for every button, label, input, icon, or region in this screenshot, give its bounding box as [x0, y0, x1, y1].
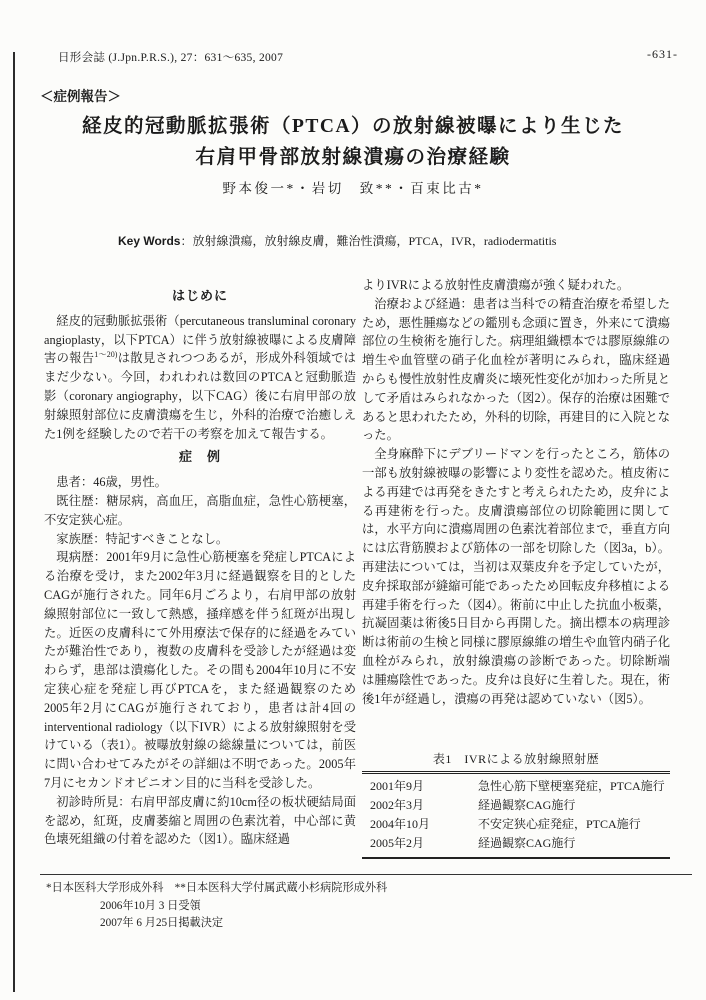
- left-column: [44, 286, 356, 849]
- affiliations-line: *日本医科大学形成外科 **日本医科大学付属武蔵小杉病院形成外科: [46, 882, 388, 894]
- table-cell-date: 2004年10月: [370, 817, 431, 831]
- patient-paragraph: 患者：46歳，男性。: [56, 475, 167, 490]
- table-row: [362, 777, 670, 796]
- table-cell-date: 2001年9月: [370, 779, 425, 793]
- intro-paragraph-text-a: 経皮的冠動脈拡張術（percutaneous transluminal coronary angioplasty，以下PTCA）に伴う放射線被曝による皮膚障害の報告: [44, 313, 356, 366]
- table-cell-event: 経過観察CAG施行: [478, 836, 576, 850]
- table-row: [362, 815, 670, 834]
- accepted-date-line: 2007年 6 月25日掲載決定: [100, 917, 224, 929]
- table-row: [362, 796, 670, 815]
- table-row: [362, 834, 670, 853]
- table1-caption: 表1 IVRによる放射線照射歴: [432, 752, 600, 766]
- report-type-tag: ＜症例報告＞: [40, 89, 121, 104]
- footnote-rule: [40, 874, 692, 875]
- table-cell-date: 2005年2月: [370, 836, 425, 850]
- page-number: -631-: [647, 47, 678, 61]
- table-cell-event: 急性心筋下壁梗塞発症，PTCA施行: [478, 779, 665, 793]
- right-column: [362, 276, 670, 708]
- surgery-paragraph: 全身麻酔下にデブリードマンを行ったところ，筋体の一部も放射線被曝の影響により変性を認めた。植皮術による再建では再発をきたすと考えられたため，皮弁による再建術を行った。皮膚潰瘍部位の切除範囲に関しては，水平方向に潰瘍周囲の色素沈着部位まで，垂直方向には広背筋膜および筋体の一部を切除した（図3a，b）。再建法については，当初は双葉皮弁を予定していたが，皮弁採取部が縫縮可能であったため回転皮弁移植による再建手術を行った（図4）。術前に中止した抗血小板薬，抗凝固薬は術後5日目から再開した。摘出標本の病理診断は術前の生検と同様に膠原線維の増生や血管内硝子化血栓がみられ，放射線潰瘍の診断であった。切除断端は腫瘍陰性であった。皮弁は良好に生着した。現在，術後1年が経過し，潰瘍の再発は認めていない（図5）。: [362, 447, 670, 706]
- present-illness-paragraph: 現病歴：2001年9月に急性心筋梗塞を発症しPTCAによる治療を受け，また2002年3月に経過観察を目的としたCAGが施行された。同年6月ごろより，右肩甲部の放射線照射部位に一致して熱感，掻痒感を伴う紅斑が出現した。近医の皮膚科にて外用療法で保存的に経過をみていたが難治性であり，複数の皮膚科を受診したが経過は変わらず，患部は潰瘍化した。その間も2004年10月に不安定狭心症を発症し再びPTCAを，また経過観察のため2005年2月にCAGが施行されており，患者は計4回のinterventional radiology（以下IVR）による放射線照射を受けている（表1）。被曝放射線の総線量については，前医に問い合わせてみたがその詳細は不明であった。2005年7月にセカンドオピニオン目的に当科を受診した。: [44, 550, 356, 790]
- footnote-block: [46, 880, 387, 933]
- intro-paragraph-text-b: は散見されつつあるが，形成外科領域ではまだ少ない。今回，われわれは数回のPTCAと冠動脈造影（coronary angiography，以下CAG）後に右肩甲部の放射線照射部位に皮膚潰瘍を生じ，外科的治療で治癒しえた1例を経験したので若干の考察を加えて報告する。: [44, 351, 356, 441]
- initial-findings-paragraph: 初診時所見：右肩甲部皮膚に約10cm径の板状硬結局面を認め，紅斑，皮膚萎縮と周囲の色素沈着，中心部に黄色壊死組織の付着を認めた（図1）。臨床経過: [44, 794, 356, 847]
- table-cell-date: 2002年3月: [370, 798, 425, 812]
- authors-line: 野本俊一*・岩切 致**・百束比古*: [222, 181, 484, 196]
- paper-title: [0, 111, 706, 173]
- section-heading-case: 症 例: [178, 449, 221, 465]
- received-date-line: 2006年10月 3 日受領: [100, 899, 201, 912]
- paper-title-line2: 右肩甲骨部放射線潰瘍の治療経験: [195, 147, 511, 168]
- keywords-text: 放射線潰瘍，放射線皮膚，難治性潰瘍，PTCA，IVR，radiodermatitis: [192, 234, 557, 248]
- table1-block: [362, 750, 670, 859]
- intro-paragraph: [44, 312, 356, 444]
- keywords-line: [118, 233, 638, 250]
- keywords-label: Key Words: [118, 234, 181, 248]
- reference-superscript: 1～20): [94, 350, 118, 360]
- section-heading-intro: はじめに: [171, 288, 228, 303]
- continuation-paragraph: よりIVRによる放射性皮膚潰瘍が強く疑われた。: [362, 278, 630, 292]
- past-history-paragraph: 既往歴：糖尿病，高血圧，高脂血症，急性心筋梗塞，不安定狭心症。: [44, 493, 356, 527]
- table-cell-event: 経過観察CAG施行: [478, 798, 576, 812]
- journal-citation: 日形会誌 (J.Jpn.P.R.S.), 27：631～635, 2007: [58, 52, 284, 64]
- keywords-separator: ：: [180, 234, 193, 248]
- table-cell-event: 不安定狭心症発症，PTCA施行: [478, 817, 641, 831]
- family-history-paragraph: 家族歴：特記すべきことなし。: [56, 531, 229, 546]
- treatment-course-paragraph: 治療および経過：患者は当科での精査治療を希望したため，悪性腫瘍などの鑑別も念頭に置き，外来にて潰瘍部位の生検術を施行した。病理組織標本では膠原線維の増生や血管壁の硝子化血栓が著明にみられ，臨床経過からも慢性放射性皮膚炎に壊死性変化が加わった所見として矛盾はみられなかった（図2）。保存的治療は困難であると思われたため，外科的切除，再建目的に入院となった。: [362, 296, 670, 443]
- table1: [362, 771, 670, 859]
- paper-title-line1: 経皮的冠動脈拡張術（PTCA）の放射線被曝により生じた: [81, 116, 625, 137]
